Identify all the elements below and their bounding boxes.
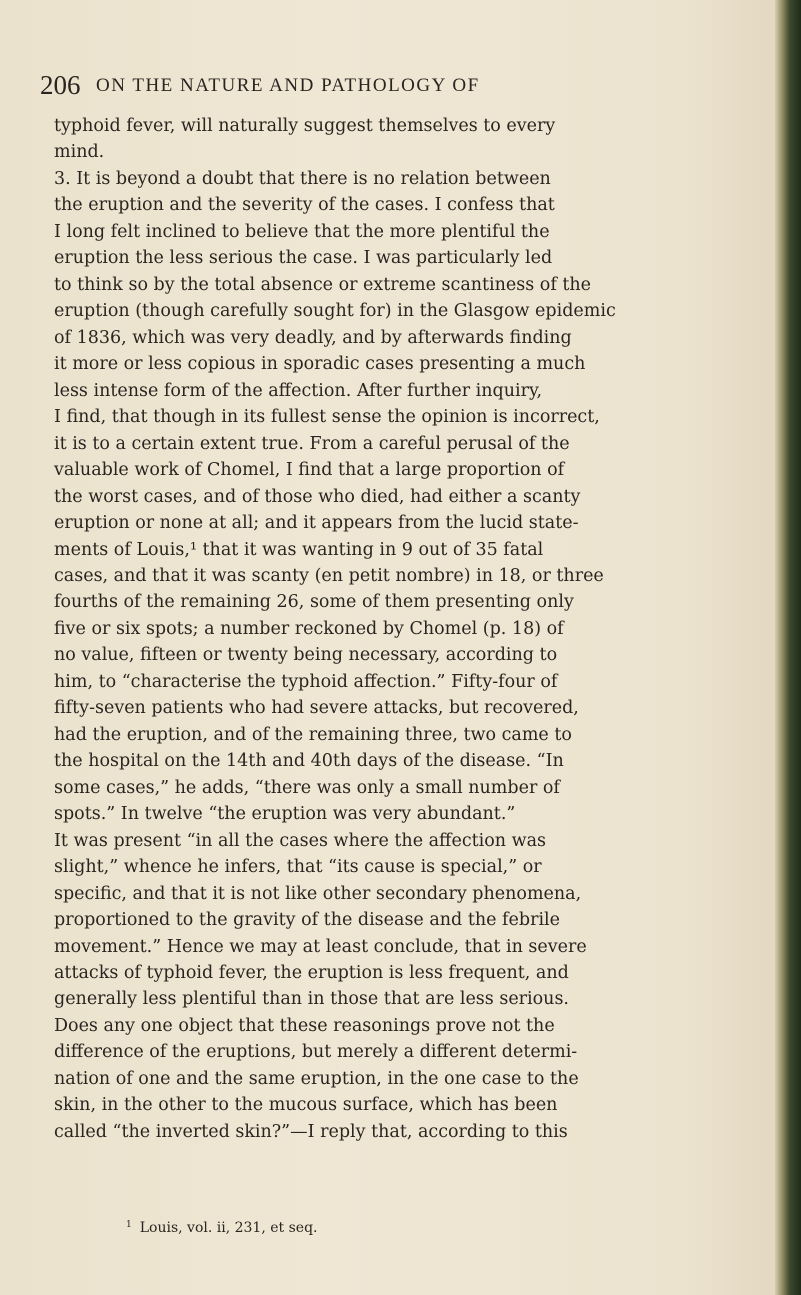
text-line: to think so by the total absence or extreme scantiness of the [54,274,592,295]
text-line: specific, and that it is not like other secondary phenomena, [54,883,582,904]
text-line: proportioned to the gravity of the disease and the febrile [54,910,560,931]
text-line: mind. [54,142,105,163]
text-line: It was present “in all the cases where the affection was [54,830,547,851]
text-line: valuable work of Chomel, I find that a large proportion of [54,460,565,481]
text-line: ments of Louis,¹ that it was wanting in 9 out of 35 fatal [54,539,544,560]
running-head: ON THE NATURE AND PATHOLOGY OF [96,75,480,96]
text-line: Does any one object that these reasonings prove not the [54,1015,555,1036]
text-line: it more or less copious in sporadic cases presenting a much [54,354,586,375]
footnote-text: Louis, vol. ii, 231, et seq. [139,1220,318,1236]
text-line: eruption or none at all; and it appears from the lucid state- [54,513,579,534]
text-line: the hospital on the 14th and 40th days of the disease. “In [54,751,564,772]
text-line: difference of the eruptions, but merely a different determi- [54,1042,578,1063]
page-number: 206 [40,70,81,100]
text-line: I find, that though in its fullest sense the opinion is incorrect, [54,407,600,428]
text-line: fifty-seven patients who had severe attacks, but recovered, [54,698,579,719]
text-line: no value, fifteen or twenty being necessary, according to [54,645,558,666]
text-line: attacks of typhoid fever, the eruption is less frequent, and [54,963,569,983]
text-line: skin, in the other to the mucous surface, which has been [54,1095,558,1116]
text-line: I long felt inclined to believe that the more plentiful the [54,221,550,242]
text-line: the eruption and the severity of the cases. I confess that [54,195,555,216]
page-header [40,70,740,100]
text-line: slight,” whence he infers, that “its cause is special,” or [54,857,542,878]
text-line: him, to “characterise the typhoid affection.” Fifty-four of [54,671,558,692]
text-line: called “the inverted skin?”—I reply that, according to this [54,1121,568,1142]
text-line: less intense form of the affection. After further inquiry, [54,380,543,401]
text-line: spots.” In twelve “the eruption was very abundant.” [54,804,516,825]
footnote [126,1215,317,1238]
text-line: it is to a certain extent true. From a careful perusal of the [54,433,570,454]
text-line: fourths of the remaining 26, some of them presenting only [54,592,574,613]
text-line: five or six spots; a number reckoned by Chomel (p. 18) of [54,618,564,639]
text-line: cases, and that it was scanty (en petit nombre) in 18, or three [54,565,604,586]
footnote-marker: 1 [126,1220,132,1230]
text-line: the worst cases, and of those who died, had either a scanty [54,486,581,507]
text-line: movement.” Hence we may at least conclude, that in severe [54,936,587,957]
text-line: 3. It is beyond a doubt that there is no relation between [54,168,551,189]
text-line: nation of one and the same eruption, in the one case to the [54,1068,579,1089]
text-line: of 1836, which was very deadly, and by afterwards finding [54,327,572,348]
text-line: eruption the less serious the case. I was particularly led [54,248,553,269]
page-binding-edge [775,0,801,1295]
text-line: some cases,” he adds, “there was only a small number of [54,777,560,798]
text-line: had the eruption, and of the remaining three, two came to [54,724,572,745]
text-line: generally less plentiful than in those that are less serious. [54,989,569,1010]
text-line: eruption (though carefully sought for) in the Glasgow epidemic [54,301,616,322]
body-text [54,113,766,1145]
text-line: typhoid fever, will naturally suggest themselves to every [54,116,556,136]
